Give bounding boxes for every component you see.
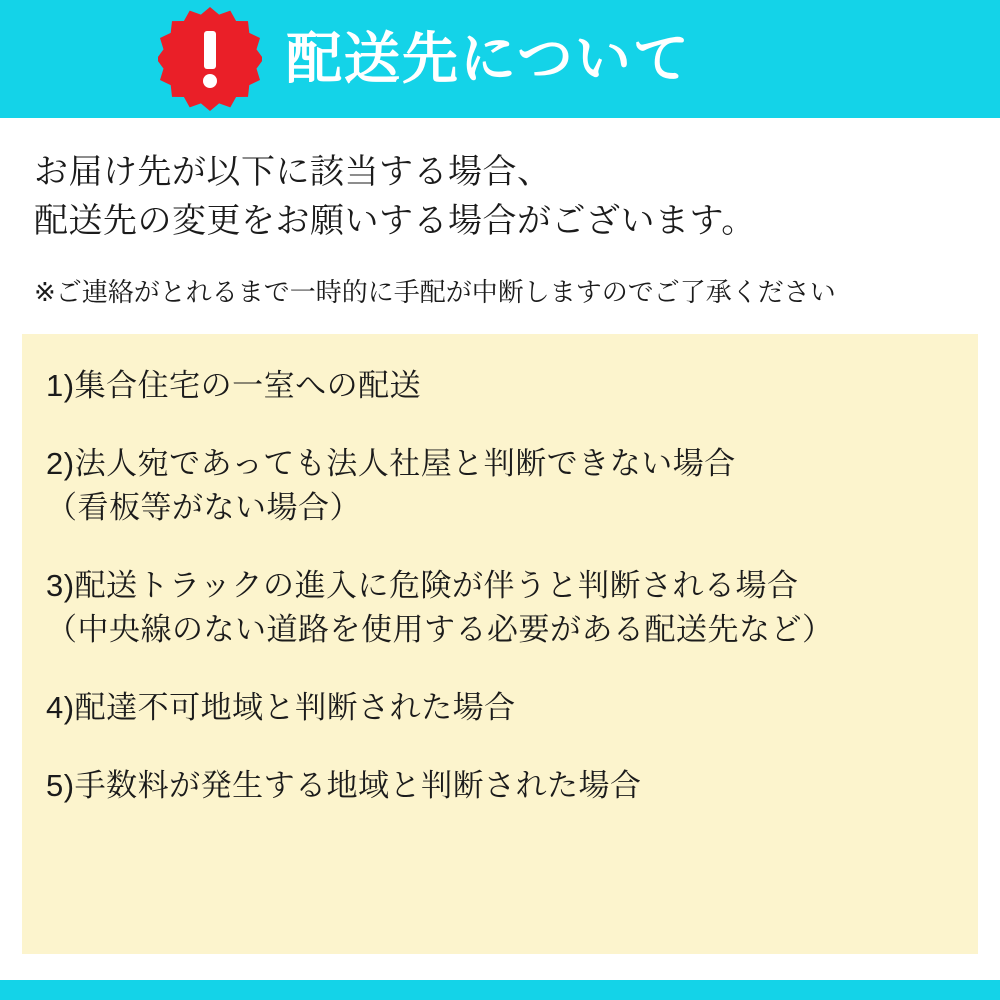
page-header [0,0,1000,118]
list-item [46,686,954,730]
list-item [46,364,954,408]
lead-text [34,148,964,247]
list-item-sub: （中央線のない道路を使用する必要がある配送先など） [46,612,834,648]
note-text: ※ご連絡がとれるまで一時的に手配が中断しますのでご了承ください [34,277,836,307]
list-item-main: 3)配送トラックの進入に危険が伴うと判断される場合 [46,568,799,604]
list-item [46,564,954,652]
list-item-main: 4)配達不可地域と判断された場合 [46,690,516,726]
list-item-sub: （看板等がない場合） [46,490,361,526]
notice-card [0,118,1000,980]
condition-list-panel [22,334,978,954]
list-item-main: 2)法人宛であっても法人社屋と判断できない場合 [46,446,736,482]
list-item-main: 5)手数料が発生する地域と判断された場合 [46,768,642,804]
lead-line-1: お届け先が以下に該当する場合、 [34,153,552,191]
list-item [46,442,954,530]
page-title: 配送先について [286,27,691,90]
list-item-main: 1)集合住宅の一室への配送 [46,368,422,403]
lead-line-2: 配送先の変更をお願いする場合がございます。 [34,202,756,241]
exclamation-badge-icon [158,7,262,111]
list-item [46,764,954,808]
